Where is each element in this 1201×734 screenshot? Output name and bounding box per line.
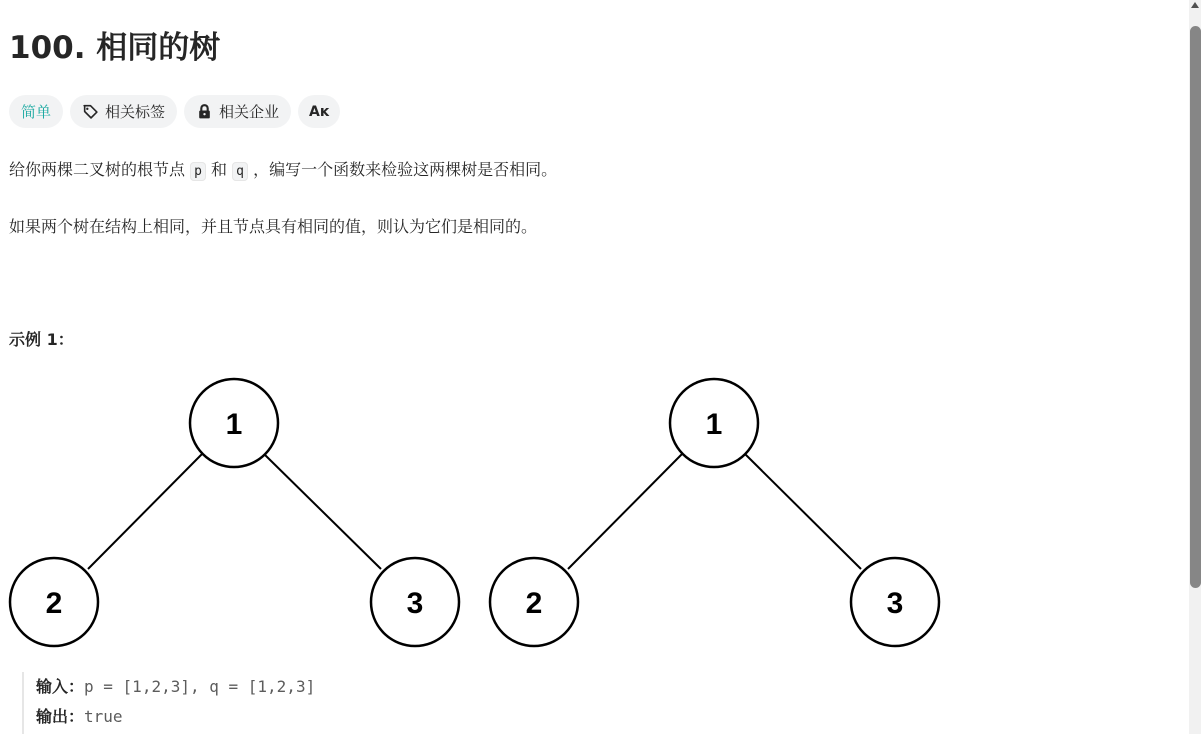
scrollbar-thumb[interactable] [1190, 26, 1201, 588]
tree-node-label: 3 [406, 587, 424, 620]
description-text: 和 [211, 160, 228, 179]
input-value: p = [1,2,3], q = [1,2,3] [84, 677, 316, 696]
example-io-block [22, 672, 622, 734]
description-text: ，编写一个函数来检验这两棵树是否相同。 [253, 160, 558, 179]
difficulty-badge: 简单 [9, 95, 63, 128]
output-label: 输出： [36, 707, 85, 726]
example-title: 示例 1： [9, 330, 74, 349]
scroll-up-arrow-icon[interactable] [1191, 2, 1199, 8]
input-label: 输入： [36, 677, 85, 696]
output-value: true [84, 707, 123, 726]
tree-left [10, 379, 459, 646]
tree-node-label: 3 [886, 587, 904, 620]
code-p: p [190, 162, 206, 181]
related-companies-label: 相关企业 [219, 103, 280, 121]
tree-edge [88, 453, 203, 569]
tree-right [490, 379, 939, 646]
description-text: 给你两棵二叉树的根节点 [9, 160, 186, 179]
tree-node-label: 2 [45, 587, 63, 620]
description-paragraph-2: 如果两个树在结构上相同，并且节点具有相同的值，则认为它们是相同的。 [9, 217, 538, 236]
example-input-line [36, 672, 622, 702]
problem-title: 100. 相同的树 [9, 30, 221, 66]
translate-icon: Aᴋ [309, 103, 330, 120]
tree-node-label: 1 [225, 408, 243, 441]
tree-node-label: 1 [705, 408, 723, 441]
tree-edge [568, 453, 683, 569]
tree-node-label: 2 [525, 587, 543, 620]
code-q: q [232, 162, 248, 181]
tree-edge [744, 453, 861, 569]
tree-edge [263, 453, 381, 569]
related-tags-label: 相关标签 [105, 103, 166, 121]
example-output-line [36, 702, 622, 732]
